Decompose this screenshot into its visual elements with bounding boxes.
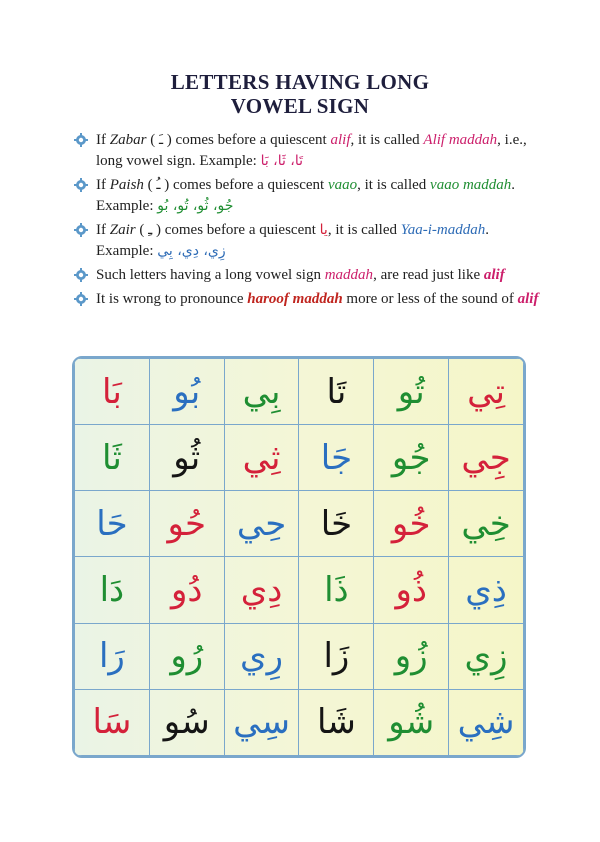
- text: If: [96, 177, 110, 193]
- text: (: [146, 132, 159, 148]
- term-zair: Zair: [109, 222, 136, 238]
- example-arabic: جُو، ثُو، تُو، بُو: [157, 198, 234, 214]
- letter-cell: ثَا: [75, 425, 150, 491]
- text: , it is called: [327, 222, 397, 238]
- letter-cell: تِي: [449, 359, 524, 425]
- letter-cell: خَا: [299, 491, 374, 557]
- term-alif: alif: [330, 132, 351, 148]
- gear-bullet-icon: [74, 292, 88, 306]
- letter-cell: ذِي: [449, 557, 524, 623]
- grid-row: [75, 689, 524, 755]
- term-maddah: maddah: [324, 267, 374, 283]
- text: , are read just like: [373, 267, 484, 283]
- term-haroof-maddah: haroof maddah: [247, 291, 343, 307]
- grid-row: [75, 623, 524, 689]
- letter-cell: شَا: [299, 689, 374, 755]
- zair-sign: ـِ: [148, 222, 153, 238]
- letter-cell: جَا: [299, 425, 374, 491]
- gear-bullet-icon: [74, 133, 88, 147]
- letter-cell: زُو: [374, 623, 449, 689]
- term-alif-maddah: Alif maddah: [423, 132, 498, 148]
- letter-cell: زِي: [449, 623, 524, 689]
- letter-cell: ذَا: [299, 557, 374, 623]
- letter-cell: حَا: [75, 491, 150, 557]
- text: It is wrong to pronounce: [96, 291, 248, 307]
- term-zabar: Zabar: [109, 132, 147, 148]
- term-paish: Paish: [109, 177, 144, 193]
- page-title: [0, 70, 600, 118]
- letter-cell: رَا: [75, 623, 150, 689]
- paish-sign: ـُ: [156, 177, 161, 193]
- letter-cell: ثُو: [149, 425, 224, 491]
- letter-cell: حِي: [224, 491, 299, 557]
- letter-cell: سُو: [149, 689, 224, 755]
- letter-cell: سَا: [75, 689, 150, 755]
- example-arabic: زِي، دِي، بِي: [157, 243, 226, 259]
- text: , i.e., long vowel sign. Example:: [96, 132, 527, 169]
- title-line-2: VOWEL SIGN: [230, 94, 370, 118]
- gear-bullet-icon: [74, 223, 88, 237]
- letter-cell: بُو: [149, 359, 224, 425]
- grid-row: [75, 557, 524, 623]
- text: ) comes before a quiescent: [152, 222, 320, 238]
- text: ) comes before a quiescent: [160, 177, 328, 193]
- letter-cell: تَا: [299, 359, 374, 425]
- term-yaa-i-maddah: Yaa-i-maddah: [400, 222, 486, 238]
- text: more or less of the sound of: [342, 291, 518, 307]
- letter-cell: رِي: [224, 623, 299, 689]
- letter-cell: بَا: [75, 359, 150, 425]
- term-yaa: يا: [319, 222, 328, 238]
- letter-cell: ذُو: [374, 557, 449, 623]
- title-line-1: LETTERS HAVING LONG: [170, 70, 430, 94]
- text: If: [96, 222, 110, 238]
- text: ) comes before a quiescent: [163, 132, 331, 148]
- example-arabic: تَا، ثَا، بَا: [260, 153, 303, 169]
- text: (: [143, 177, 157, 193]
- term-vaao-maddah: vaao maddah: [430, 177, 512, 193]
- rule-item-wrong-pronunciation: [74, 289, 544, 310]
- letter-cell: سِي: [224, 689, 299, 755]
- letter-cell: رُو: [149, 623, 224, 689]
- letter-cell: خُو: [374, 491, 449, 557]
- letter-cell: تُو: [374, 359, 449, 425]
- grid-row: [75, 359, 524, 425]
- letter-cell: دِي: [224, 557, 299, 623]
- letter-cell: ثِي: [224, 425, 299, 491]
- rules-list: [74, 130, 544, 313]
- term-vaao: vaao: [327, 177, 358, 193]
- letter-cell: بِي: [224, 359, 299, 425]
- text: . Example:: [96, 177, 516, 214]
- gear-bullet-icon: [74, 178, 88, 192]
- letters-table: [74, 358, 524, 756]
- text: (: [135, 222, 149, 238]
- zabar-sign: ـَ: [158, 132, 164, 148]
- text: , it is called: [350, 132, 424, 148]
- rule-item-yaa-maddah: [74, 220, 544, 262]
- letter-cell: حُو: [149, 491, 224, 557]
- letter-cell: دَا: [75, 557, 150, 623]
- text: Such letters having a long vowel sign: [96, 267, 325, 283]
- letter-cell: جِي: [449, 425, 524, 491]
- letter-cell: خِي: [449, 491, 524, 557]
- letter-cell: شِي: [449, 689, 524, 755]
- text: , it is called: [357, 177, 431, 193]
- grid-row: [75, 425, 524, 491]
- gear-bullet-icon: [74, 268, 88, 282]
- rule-item-vaao-maddah: [74, 175, 544, 217]
- letter-cell: شُو: [374, 689, 449, 755]
- letter-cell: دُو: [149, 557, 224, 623]
- rule-item-read-like-alif: [74, 265, 544, 286]
- rule-item-alif-maddah: [74, 130, 544, 172]
- letter-cell: زَا: [299, 623, 374, 689]
- text: If: [96, 132, 110, 148]
- text: . Example:: [96, 222, 489, 259]
- term-alif: alif: [517, 291, 539, 307]
- term-alif: alif: [483, 267, 505, 283]
- grid-row: [75, 491, 524, 557]
- letter-cell: جُو: [374, 425, 449, 491]
- letters-grid: [72, 356, 526, 758]
